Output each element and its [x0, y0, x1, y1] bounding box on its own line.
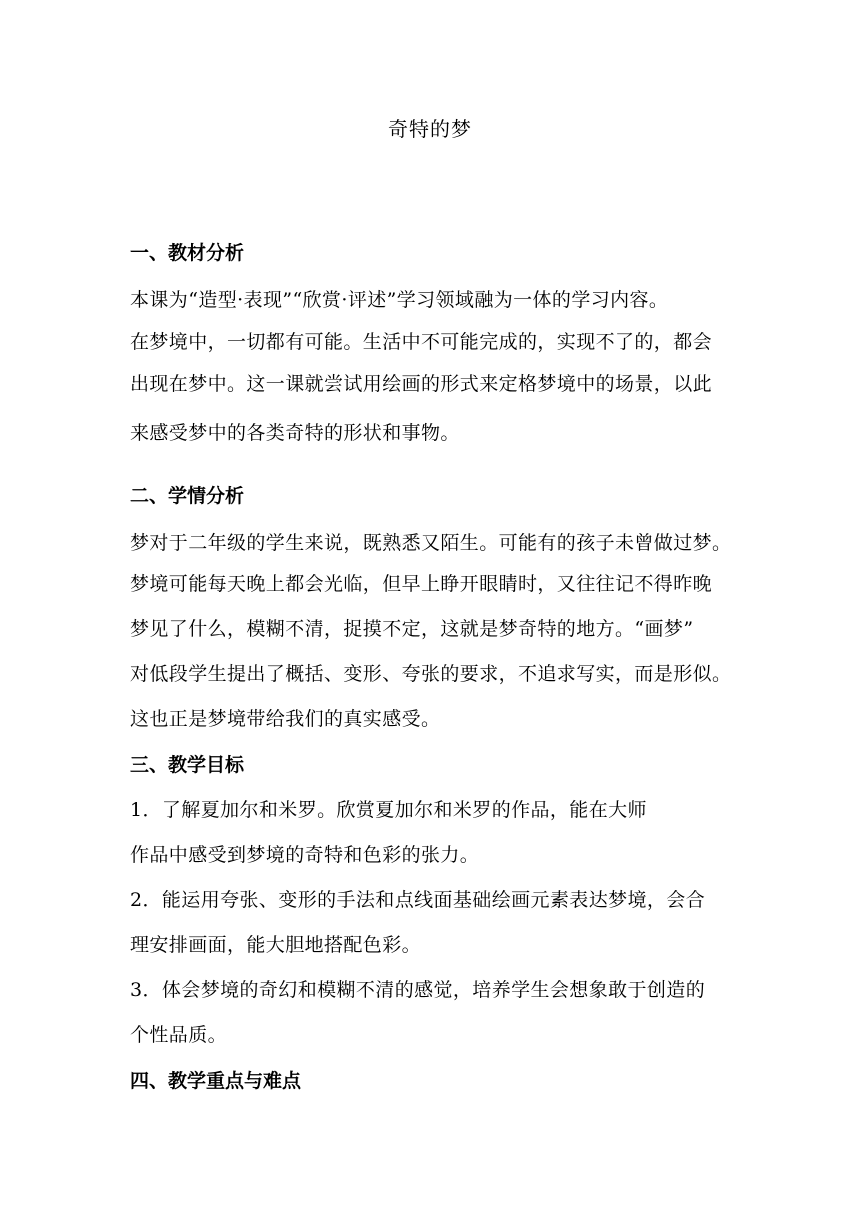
paragraph-line: 2．能运用夸张、变形的手法和点线面基础绘画元素表达梦境，会合 [130, 889, 706, 911]
section-heading-key-points: 四、教学重点与难点 [130, 1070, 302, 1092]
section-heading-students: 二、学情分析 [130, 485, 245, 507]
paragraph-line: 来感受梦中的各类奇特的形状和事物。 [130, 422, 460, 444]
paragraph-line: 出现在梦中。这一课就尝试用绘画的形式来定格梦境中的场景，以此 [130, 373, 713, 395]
paragraph-line: 梦境可能每天晚上都会光临，但早上睁开眼睛时，又往往记不得昨晚 [130, 573, 713, 595]
paragraph-line: 个性品质。 [130, 1024, 228, 1046]
document-title: 奇特的梦 [388, 117, 472, 141]
paragraph-line: 作品中感受到梦境的奇特和色彩的张力。 [130, 844, 480, 866]
paragraph-line: 梦见了什么，模糊不清，捉摸不定，这就是梦奇特的地方。“画梦” [130, 618, 694, 640]
section-heading-objectives: 三、教学目标 [130, 754, 245, 776]
paragraph-line: 对低段学生提出了概括、变形、夸张的要求，不追求写实，而是形似。 [130, 663, 732, 685]
section-heading-materials: 一、教材分析 [130, 242, 245, 264]
paragraph-line: 梦对于二年级的学生来说，既熟悉又陌生。可能有的孩子未曾做过梦。 [130, 532, 732, 554]
paragraph-line: 在梦境中，一切都有可能。生活中不可能完成的，实现不了的，都会 [130, 331, 713, 353]
paragraph-line: 这也正是梦境带给我们的真实感受。 [130, 708, 441, 730]
paragraph-line: 本课为“造型·表现”“欣赏·评述”学习领域融为一体的学习内容。 [130, 289, 669, 311]
paragraph-line: 3．体会梦境的奇幻和模糊不清的感觉，培养学生会想象敢于创造的 [130, 979, 706, 1001]
paragraph-line: 理安排画面，能大胆地搭配色彩。 [130, 934, 422, 956]
paragraph-line: 1．了解夏加尔和米罗。欣赏夏加尔和米罗的作品，能在大师 [130, 799, 647, 821]
